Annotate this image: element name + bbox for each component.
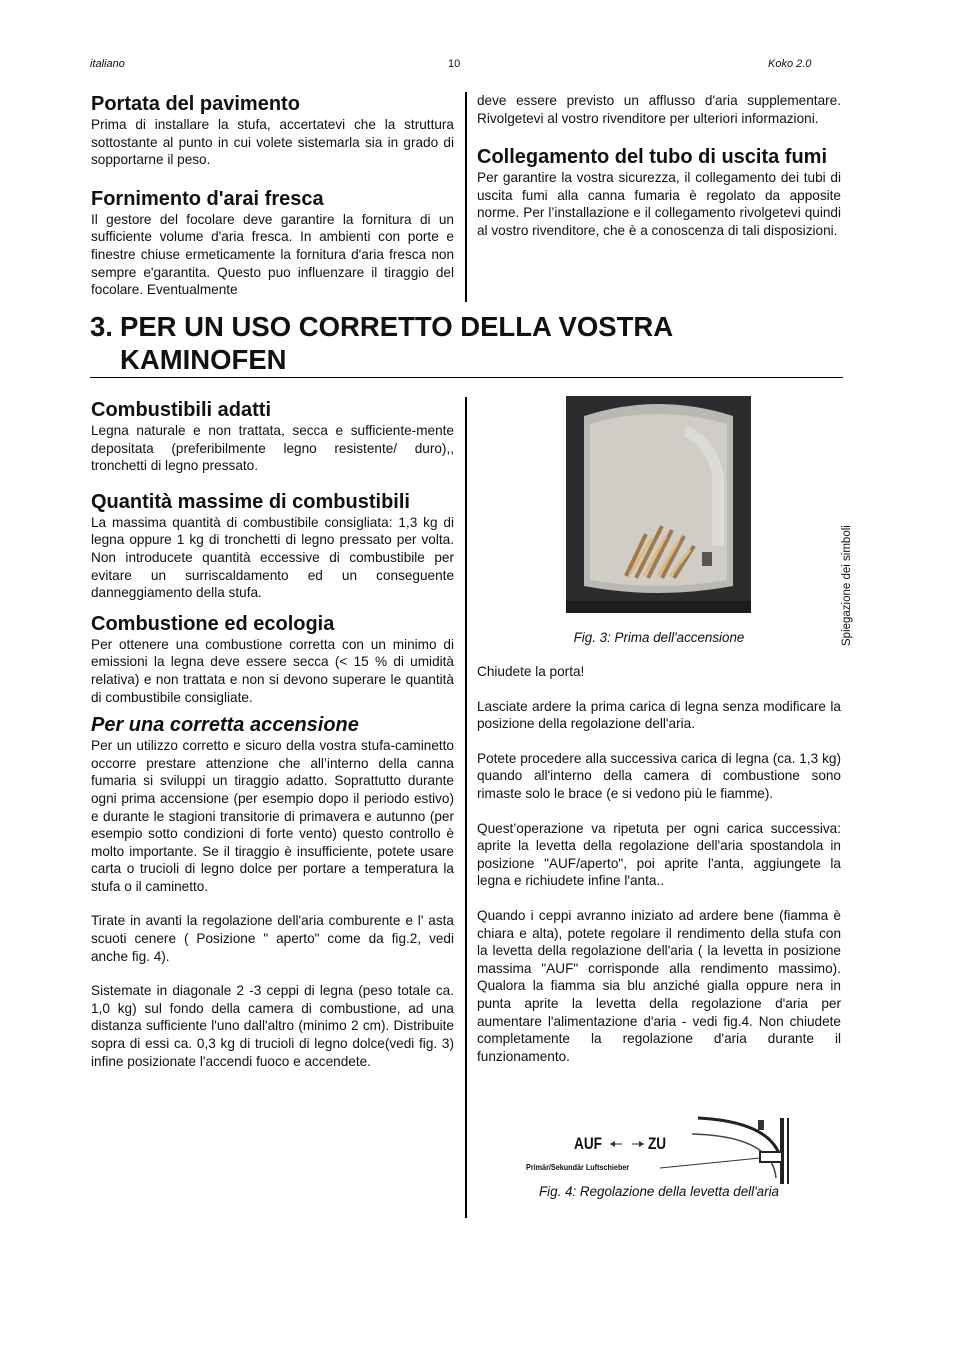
- heading-portata: Portata del pavimento: [91, 93, 300, 115]
- paragraph-quantita: La massima quantità di combustibile consigliata: 1,3 kg di legna oppure 1 kg di tronchetti di legno pressato per volta. Non introducete quantità eccessive di combustibile per evitare un surriscaldamento ed un conseguente danneggiamento della stufa.: [91, 514, 454, 601]
- figure-3-caption: Fig. 3: Prima dell'accensione: [573, 630, 745, 645]
- paragraph-chiudete: Chiudete la porta!: [477, 664, 585, 679]
- paragraph-combustibili: Legna naturale e non trattata, secca e sufficiente-mente depositata (preferibilmente legno resistente/ duro),, tronchetti di legno pressato.: [91, 423, 454, 474]
- heading-quantita: Quantità massime di combustibili: [91, 490, 410, 513]
- right-column: [477, 663, 841, 1065]
- top-column-divider: [465, 92, 467, 302]
- paragraph-fornimento: Il gestore del focolare deve garantire la fornitura di un sufficiente volume d'aria fresca. In ambienti con porte e finestre chiuse ermeticamente la fornitura d'aria fresca non sempre e'garantita. Questo puo influenzare il tiraggio del focolare. Eventualmente: [91, 211, 454, 298]
- section-title-line1: PER UN USO CORRETTO DELLA VOSTRA: [120, 311, 674, 342]
- fig4-sublabel: Primär/Sekundär Luftschieber: [526, 1162, 630, 1172]
- paragraph-combustione: Per ottenere una combustione corretta con un minimo di emissioni la legna deve essere secca (< 15 % di umidità relativa) e non trattata e non si devono superare le quantità di combustibile consigliate.: [91, 636, 454, 705]
- heading-combustibili: Combustibili adatti: [91, 399, 271, 421]
- heading-accensione: Per una corretta accensione: [91, 714, 359, 737]
- heading-collegamento: Collegamento del tubo di uscita fumi: [477, 146, 828, 169]
- sidebar-label: Spiegazione dei simboli: [841, 525, 853, 646]
- figure-4-caption: Fig. 4: Regolazione della levetta dell'aria: [538, 1184, 779, 1199]
- section-rule: [90, 377, 843, 378]
- section-title-line2: KAMINOFEN: [120, 344, 287, 375]
- paragraph-collegamento: Per garantire la vostra sicurezza, il collegamento dei tubi di uscita fumi alla canna fumaria è regolato da apposite norme. Per l’installazione e il collegamento rivolgetevi quindi al vostro rivenditore, che è a conoscenza di tali disposizioni.: [477, 170, 841, 238]
- paragraph-potete: Potete procedere alla successiva carica di legna (ca. 1,3 kg) quando all'interno della camera di combustione sono rimaste solo le brace (e si vedono più le fiamme).: [477, 750, 841, 801]
- fig4-auf-label: AUF: [574, 1134, 602, 1153]
- heading-fornimento: Fornimento d'arai fresca: [91, 187, 324, 210]
- top-right-column: [477, 92, 841, 240]
- section-number: 3.: [90, 311, 113, 342]
- stove-photo: [566, 396, 751, 613]
- top-left-column: [91, 92, 454, 299]
- left-column: [91, 398, 454, 1070]
- header-product: Koko 2.0: [768, 58, 812, 70]
- paragraph-operazione: Quest’operazione va ripetuta per ogni carica successiva: aprite la levetta della regolazione dell'aria spostandola in posizione "AUF/aperto", poi aprite l'anta, aggiungete la legna e richiudete infine l'anta..: [477, 820, 841, 889]
- paragraph-tirate: Tirate in avanti la regolazione dell'aria comburente e l' asta scuoti cenere ( Posizione " aperto" come da fig.2, vedi anche fig. 4).: [91, 913, 454, 964]
- header-language: italiano: [90, 58, 125, 70]
- paragraph-quando: Quando i ceppi avranno iniziato ad ardere bene (fiamma è chiara e alta), potete regolare il rendimento della stufa con la levetta della regolazione dell'aria ( la levetta in posizione massima "AUF" corrisponde alla rendimento massimo). Qualora la fiamma sia blu anziché gialla oppure nera in punta aprite la levetta della regolazione d'aria per aumentare l'alimentazione d'aria - vedi fig.4. Non chiudete completamente la regolazione d'aria durante il funzionamento.: [477, 907, 841, 1064]
- heading-combustione: Combustione ed ecologia: [91, 612, 335, 635]
- paragraph-sistemate: Sistemate in diagonale 2 -3 ceppi di legna (peso totale ca. 1,0 kg) sul fondo della camera di combustione, ad una distanza sufficiente l'uno dall'altro (minimo 2 cm). Distribuite sopra di essi ca. 0,3 kg di trucioli di legno dolce(vedi fig. 3) infine posizionate l'accendi fuoco e accendete.: [91, 983, 454, 1069]
- page-number: 10: [448, 58, 461, 70]
- main-column-divider: [465, 397, 467, 1218]
- paragraph-portata: Prima di installare la stufa, accertatevi che la struttura sottostante al punto in cui volete sistemarla sia in grado di sopportarne il peso.: [91, 117, 454, 168]
- paragraph-accensione: Per un utilizzo corretto e sicuro della vostra stufa-caminetto occorre prestare attenzione che all’interno della canna fumaria si sviluppi un tiraggio adatto. Soprattutto durante ogni prima accensione (per esempio dopo il periodo estivo) e durante le stagioni transitorie di primavera e autunno (per esempio sotto condizioni di forte vento) questo controllo è molto importante. Se il tiraggio è insufficiente, potete usare carta o trucioli di legno dolce per portare a temperatura la stufa o il caminetto.: [91, 738, 454, 894]
- fig4-zu-label: ZU: [648, 1134, 667, 1153]
- paragraph-afflusso: deve essere previsto un afflusso d'aria supplementare. Rivolgetevi al vostro rivenditore per ulteriori informazioni.: [477, 93, 841, 126]
- paragraph-lasciate: Lasciate ardere la prima carica di legna senza modificare la posizione della regolazione dell'aria.: [477, 698, 841, 732]
